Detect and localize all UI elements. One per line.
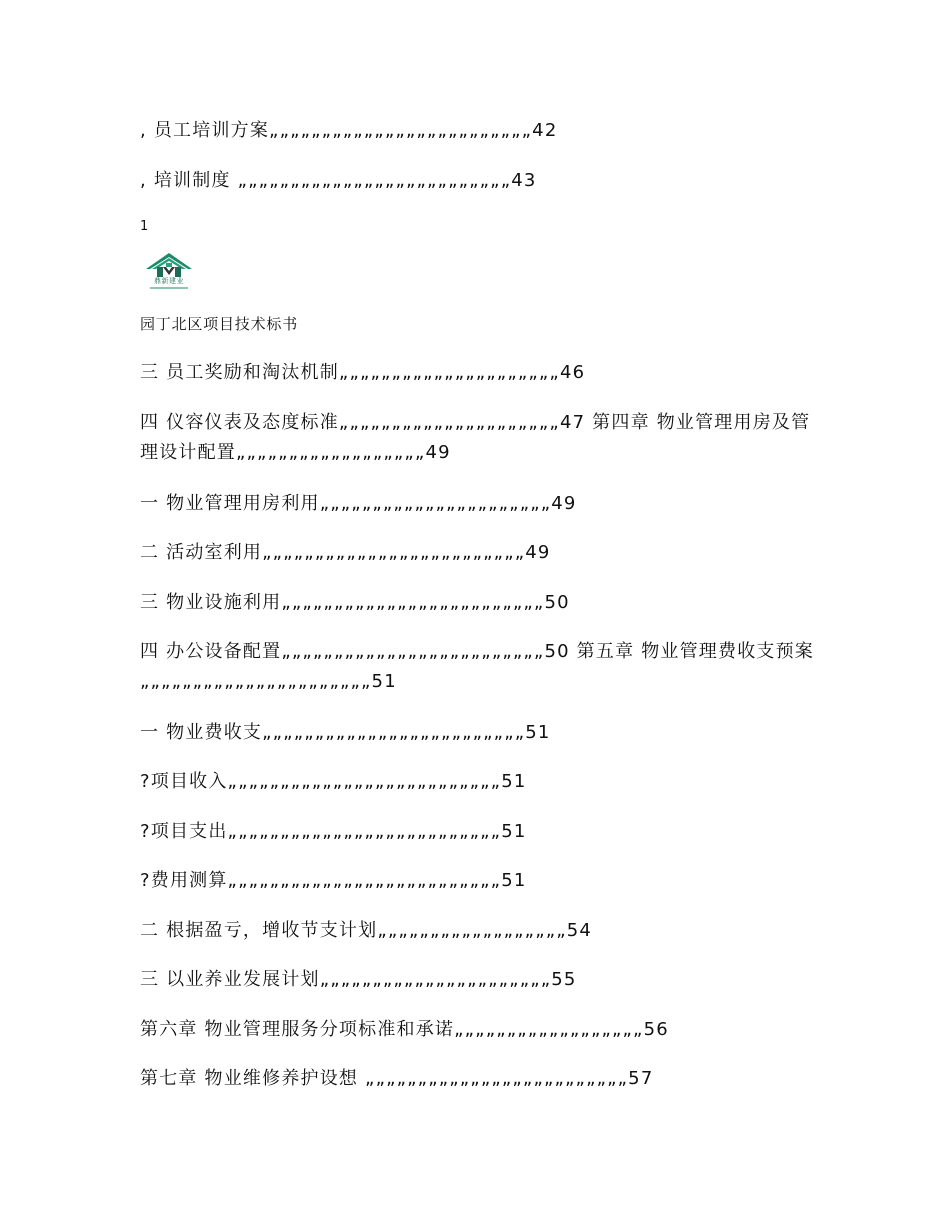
document-header-title: 园丁北区项目技术标书 xyxy=(140,315,299,333)
toc-entry-facility-use: 三 物业设施利用„„„„„„„„„„„„„„„„„„„„„„„„„50 xyxy=(140,592,570,613)
toc-entry-mgmt-room-use: 一 物业管理用房利用„„„„„„„„„„„„„„„„„„„„„„49 xyxy=(140,493,577,514)
toc-entry-fee-income-expense: 一 物业费收支„„„„„„„„„„„„„„„„„„„„„„„„„51 xyxy=(140,722,551,743)
toc-entry-chapter6: 第六章 物业管理服务分项标准和承诺„„„„„„„„„„„„„„„„„„56 xyxy=(140,1019,669,1040)
toc-entry-cost-estimate: ?费用测算„„„„„„„„„„„„„„„„„„„„„„„„„„51 xyxy=(140,870,527,891)
toc-entry-chapter7: 第七章 物业维修养护设想 „„„„„„„„„„„„„„„„„„„„„„„„„57 xyxy=(140,1068,654,1089)
toc-entry-profit-loss-plan: 二 根据盈亏，增收节支计划„„„„„„„„„„„„„„„„„„54 xyxy=(140,920,593,941)
toc-entry-training-system: , 培训制度 „„„„„„„„„„„„„„„„„„„„„„„„„„43 xyxy=(140,170,537,191)
toc-entry-project-income: ?项目收入„„„„„„„„„„„„„„„„„„„„„„„„„„51 xyxy=(140,771,527,792)
toc-entry-office-equipment-chapter5: 四 办公设备配置„„„„„„„„„„„„„„„„„„„„„„„„„50 第五章 物业管理费收支预案„„„„„„„„„„„„„„„„„„„„„„51 xyxy=(140,641,814,692)
page-number: 1 xyxy=(140,219,149,234)
toc-entry-activity-room: 二 活动室利用„„„„„„„„„„„„„„„„„„„„„„„„„49 xyxy=(140,542,551,563)
company-logo xyxy=(142,249,196,291)
toc-entry-reward-elimination: 三 员工奖励和淘汰机制„„„„„„„„„„„„„„„„„„„„„46 xyxy=(140,362,586,383)
logo-caption: 鼎新建业 xyxy=(154,277,184,285)
toc-entry-appearance-chapter4: 四 仪容仪表及态度标准„„„„„„„„„„„„„„„„„„„„„47 第四章 物业管理用房及管理设计配置„„„„„„„„„„„„„„„„„„49 xyxy=(140,412,811,463)
toc-entry-staff-training-plan: , 员工培训方案„„„„„„„„„„„„„„„„„„„„„„„„„42 xyxy=(140,120,558,141)
toc-entry-development-plan: 三 以业养业发展计划„„„„„„„„„„„„„„„„„„„„„„55 xyxy=(140,969,577,990)
toc-entry-project-expense: ?项目支出„„„„„„„„„„„„„„„„„„„„„„„„„„51 xyxy=(140,821,527,842)
